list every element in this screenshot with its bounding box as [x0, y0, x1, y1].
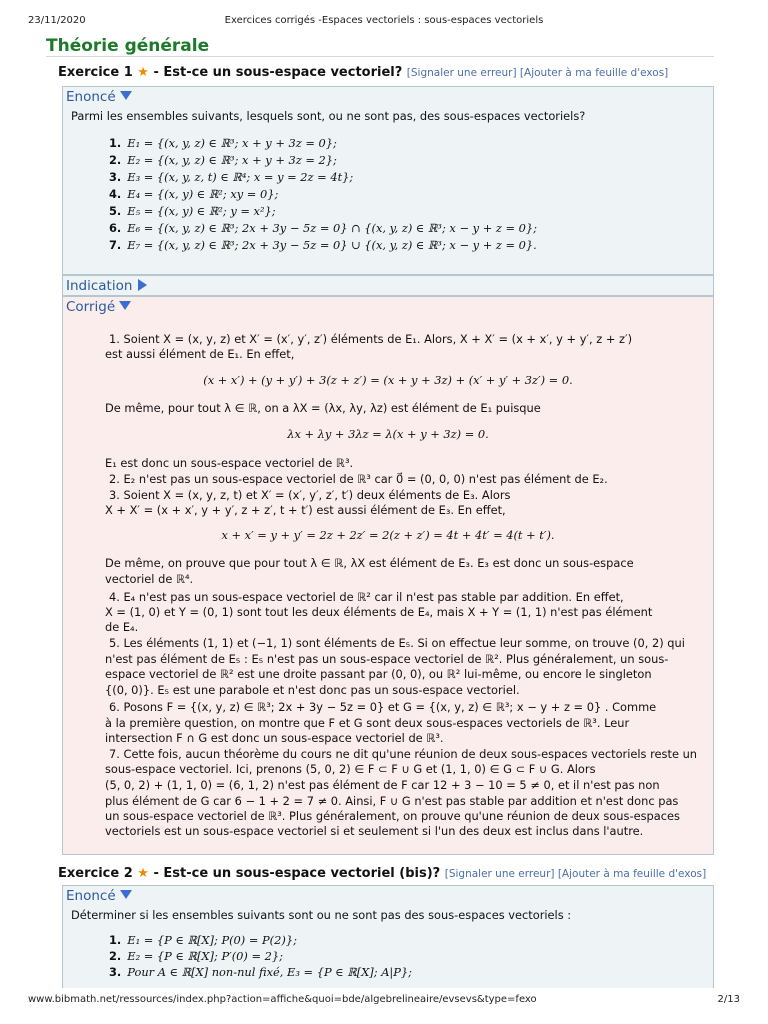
corrige-label: Corrigé	[66, 299, 116, 315]
enonce-label: Enoncé	[66, 89, 116, 105]
page-number: 2/13	[717, 994, 740, 1005]
list-item: 1. E₁ = {(x, y, z) ∈ ℝ³; x + y + 3z = 0};	[109, 136, 337, 150]
exercise-2-links[interactable]: [Signaler une erreur] [Ajouter à ma feuille d'exos]	[444, 868, 707, 880]
exercise-2-enonce	[62, 885, 714, 988]
exercise-1-indication[interactable]	[62, 275, 714, 296]
corrige-line: vectoriels est un sous-espace vectoriel si et seulement si l'un des deux est inclus dans l'autre.	[105, 824, 644, 838]
corrige-line: intersection F ∩ G est donc un sous-espace vectoriel de ℝ³.	[105, 731, 444, 745]
corrige-line: plus élément de G car 6 − 1 + 2 = 7 ≠ 0. Ainsi, F ∪ G n'est pas stable par addition et n'est donc pas	[105, 794, 679, 808]
list-item: 4. E₄ = {(x, y) ∈ ℝ²; xy = 0};	[109, 187, 279, 201]
corrige-line: {(0, 0)}. E₅ est une parabole et n'est donc pas un sous-espace vectoriel.	[105, 683, 520, 697]
corrige-line: De même, on prouve que pour tout λ ∈ ℝ, λX est élément de E₃. E₃ est donc un sous-espace	[105, 556, 634, 570]
list-item: 7. E₇ = {(x, y, z) ∈ ℝ³; 2x + 3y − 5z = 0} ∪ {(x, y, z) ∈ ℝ³; x − y + z = 0}.	[109, 238, 537, 252]
indication-toggle[interactable]	[63, 276, 713, 296]
triangle-down-icon	[119, 301, 131, 310]
corrige-line: 1. Soient X = (x, y, z) et X′ = (x′, y′, z′) éléments de E₁. Alors, X + X′ = (x + x′, y + y′, z + z′)	[109, 332, 633, 346]
exercise-2-title	[58, 865, 706, 883]
corrige-line: est aussi élément de E₁. En effet,	[105, 347, 295, 361]
corrige-line: 7. Cette fois, aucun théorème du cours ne dit qu'une réunion de deux sous-espaces vectoriels reste un	[109, 747, 698, 761]
star-icon: ★	[137, 65, 149, 80]
print-footer	[28, 993, 740, 1009]
corrige-line: sous-espace vectoriel. Ici, prenons (5, 0, 2) ∈ F ⊂ F ∪ G et (1, 1, 0) ∈ G ⊂ F ∪ G. Alors	[105, 762, 596, 776]
corrige-line: X = (1, 0) et Y = (0, 1) sont tout les deux éléments de E₄, mais X + Y = (1, 1) n'est pas élément	[105, 605, 653, 619]
corrige-line: espace vectoriel de ℝ² est une droite passant par (0, 0), ou ℝ² lui-même, ou encore le singleton	[105, 667, 652, 681]
list-item: 5. E₅ = {(x, y) ∈ ℝ²; y = x²};	[109, 204, 276, 218]
equation: x + x′ = y + y′ = 2z + 2z′ = 2(z + z′) = 4t + 4t′ = 4(t + t′).	[221, 528, 555, 542]
exercise-1-enonce	[62, 86, 714, 275]
corrige-line: De même, pour tout λ ∈ ℝ, on a λX = (λx, λy, λz) est élément de E₁ puisque	[105, 401, 541, 415]
exercise-1-label: Exercice 1	[58, 65, 133, 80]
indication-label: Indication	[66, 278, 133, 294]
list-item: 3. Pour A ∈ ℝ[X] non-nul fixé, E₃ = {P ∈ ℝ[X]; A|P};	[109, 965, 413, 979]
exercise-1-links[interactable]: [Signaler une erreur] [Ajouter à ma feuille d'exos]	[406, 67, 669, 79]
equation: λx + λy + 3λz = λ(x + y + 3z) = 0.	[287, 427, 489, 441]
corrige-line: 2. E₂ n'est pas un sous-espace vectoriel de ℝ³ car 0⃗ = (0, 0, 0) n'est pas élément de E₂.	[109, 472, 608, 486]
print-url: www.bibmath.net/ressources/index.php?action=affiche&quoi=bde/algebrelineaire/evsevs&type=fexo	[28, 994, 537, 1005]
enonce-toggle[interactable]	[63, 886, 713, 906]
list-item: 6. E₆ = {(x, y, z) ∈ ℝ³; 2x + 3y − 5z = 0} ∩ {(x, y, z) ∈ ℝ³; x − y + z = 0};	[109, 221, 537, 235]
corrige-line: 5. Les éléments (1, 1) et (−1, 1) sont éléments de E₅. Si on effectue leur somme, on trouve (0, 2) qui	[109, 636, 685, 650]
enonce-intro: Parmi les ensembles suivants, lesquels sont, ou ne sont pas, des sous-espaces vectoriels?	[71, 109, 586, 123]
list-item: 1. E₁ = {P ∈ ℝ[X]; P(0) = P(2)};	[109, 933, 297, 947]
corrige-line: vectoriel de ℝ⁴.	[105, 572, 194, 586]
list-item: 2. E₂ = {(x, y, z) ∈ ℝ³; x + y + 3z = 2};	[109, 153, 337, 167]
star-icon: ★	[137, 866, 149, 881]
exercise-2-subtitle: - Est-ce un sous-espace vectoriel (bis)?	[153, 866, 441, 881]
exercise-1-subtitle: - Est-ce un sous-espace vectoriel?	[153, 65, 403, 80]
corrige-line: de E₄.	[105, 620, 139, 634]
list-item: 3. E₃ = {(x, y, z, t) ∈ ℝ⁴; x = y = 2z = 4t};	[109, 170, 354, 184]
enonce-label: Enoncé	[66, 888, 116, 904]
corrige-line: à la première question, on montre que F et G sont deux sous-espaces vectoriels de ℝ³. Leur	[105, 716, 630, 730]
corrige-toggle[interactable]	[63, 297, 713, 317]
corrige-line: E₁ est donc un sous-espace vectoriel de ℝ³.	[105, 456, 354, 470]
corrige-line: 6. Posons F = {(x, y, z) ∈ ℝ³; 2x + 3y − 5z = 0} et G = {(x, y, z) ∈ ℝ³; x − y + z = 0} . Comme	[109, 700, 657, 714]
print-header	[28, 14, 740, 30]
enonce-intro: Déterminer si les ensembles suivants sont ou ne sont pas des sous-espaces vectoriels :	[71, 908, 572, 922]
triangle-right-icon	[138, 279, 147, 291]
section-divider	[46, 56, 714, 57]
triangle-down-icon	[120, 890, 132, 899]
print-date: 23/11/2020	[28, 15, 86, 26]
corrige-line: (5, 0, 2) + (1, 1, 0) = (6, 1, 2) n'est pas élément de F car 12 + 3 − 10 = 5 ≠ 0, et il n'est pas non	[105, 778, 660, 792]
corrige-line: n'est pas élément de E₅ : E₅ n'est pas un sous-espace vectoriel de ℝ². Plus généralement, un sous-	[105, 652, 669, 666]
exercise-2-label: Exercice 2	[58, 866, 133, 881]
triangle-down-icon	[120, 91, 132, 100]
corrige-line: un sous-espace vectoriel de ℝ³. Plus généralement, on prouve qu'une réunion de deux sous-espaces	[105, 809, 680, 823]
print-title: Exercices corrigés -Espaces vectoriels : sous-espaces vectoriels	[224, 15, 544, 26]
exercise-1-title	[58, 64, 668, 82]
corrige-line: X + X′ = (x + x′, y + y′, z + z′, t + t′) est aussi élément de E₃. En effet,	[105, 503, 506, 517]
corrige-line: 4. E₄ n'est pas un sous-espace vectoriel de ℝ² car il n'est pas stable par addition. En effet,	[109, 590, 624, 604]
corrige-line: 3. Soient X = (x, y, z, t) et X′ = (x′, y′, z′, t′) deux éléments de E₃. Alors	[109, 488, 511, 502]
equation: (x + x′) + (y + y′) + 3(z + z′) = (x + y + 3z) + (x′ + y′ + 3z′) = 0.	[203, 373, 573, 387]
list-item: 2. E₂ = {P ∈ ℝ[X]; P′(0) = 2};	[109, 949, 283, 963]
enonce-toggle[interactable]	[63, 87, 713, 107]
section-title: Théorie générale	[46, 36, 210, 56]
exercise-1-corrige	[62, 296, 714, 855]
